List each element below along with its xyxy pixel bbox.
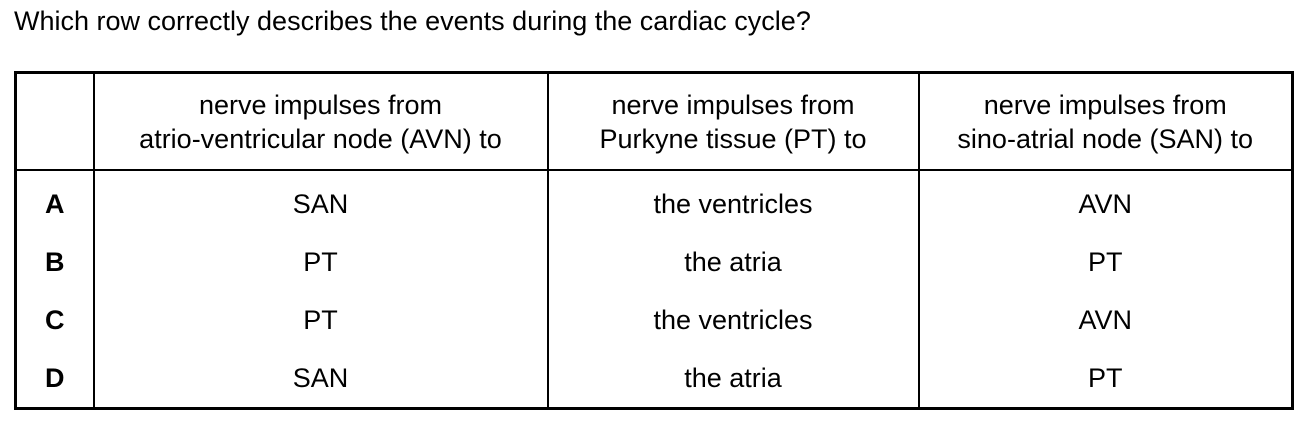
cell-san: PT [919,233,1293,291]
option-label: A [16,170,94,233]
cell-avn: SAN [94,349,548,409]
answer-table [14,71,1294,410]
header-avn-line-2: atrio-ventricular node (AVN) to [139,123,502,154]
header-option-blank [16,73,94,171]
header-san [919,73,1293,171]
cell-avn: PT [94,233,548,291]
table-row[interactable] [16,349,1293,409]
table-row[interactable] [16,233,1293,291]
cell-avn: PT [94,291,548,349]
header-pt-line-1: nerve impulses from [611,89,855,120]
header-san-line-2: sino-atrial node (SAN) to [957,123,1254,154]
option-label: C [16,291,94,349]
option-label: B [16,233,94,291]
option-label: D [16,349,94,409]
header-pt [548,73,919,171]
table-row[interactable] [16,291,1293,349]
cell-pt: the ventricles [548,170,919,233]
cell-san: AVN [919,291,1293,349]
cell-san: PT [919,349,1293,409]
header-pt-line-2: Purkyne tissue (PT) to [599,123,867,154]
cell-san: AVN [919,170,1293,233]
header-san-line-1: nerve impulses from [983,89,1227,120]
cell-avn: SAN [94,170,548,233]
header-avn-line-1: nerve impulses from [198,89,443,120]
question-text: Which row correctly describes the events during the cardiac cycle? [14,6,811,36]
cell-pt: the atria [548,233,919,291]
header-avn [94,73,548,171]
cell-pt: the ventricles [548,291,919,349]
table-row[interactable] [16,170,1293,233]
header-row [16,73,1293,171]
cell-pt: the atria [548,349,919,409]
